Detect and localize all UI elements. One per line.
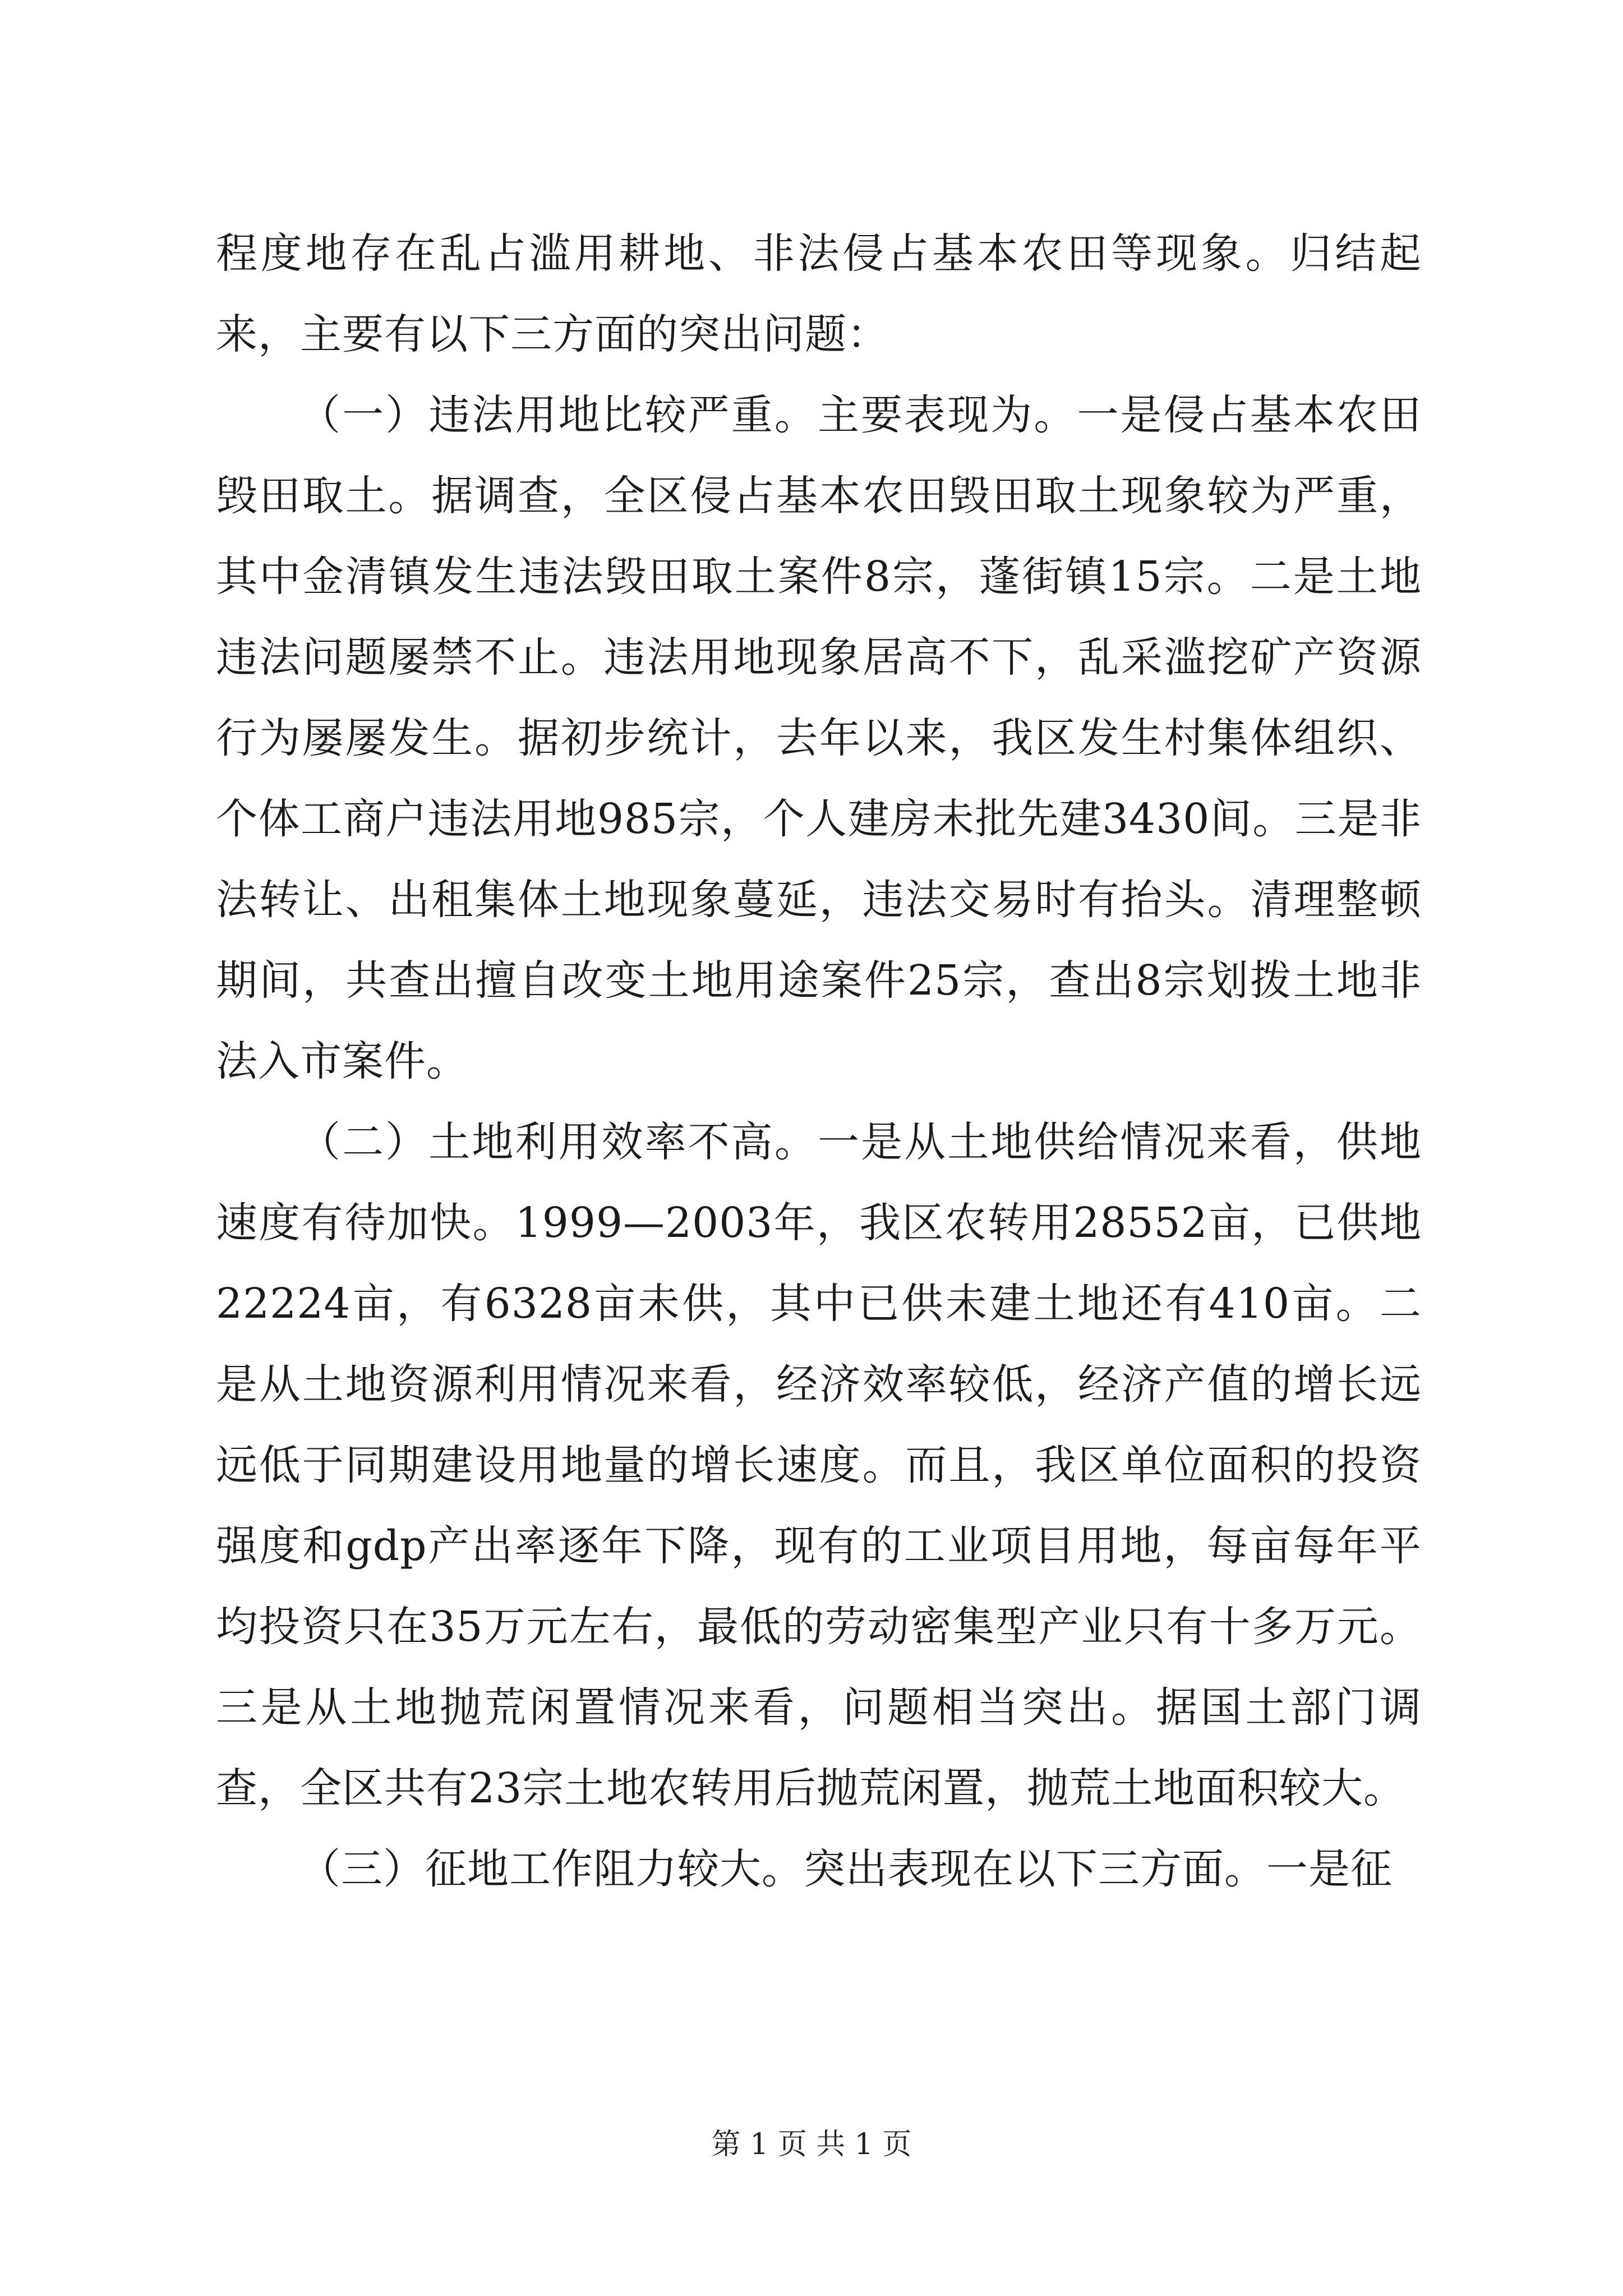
document-body	[216, 213, 1422, 1910]
paragraph-section-2: （二）土地利用效率不高。一是从土地供给情况来看，供地速度有待加快。1999—2003年，我区农转用28552亩，已供地22224亩，有6328亩未供，其中已供未建土地还有410亩。二是从土地资源利用情况来看，经济效率较低，经济产值的增长远远低于同期建设用地量的增长速度。而且，我区单位面积的投资强度和gdp产出率逐年下降，现有的工业项目用地，每亩每年平均投资只在35万元左右，最低的劳动密集型产业只有十多万元。三是从土地抛荒闲置情况来看，问题相当突出。据国土部门调查，全区共有23宗土地农转用后抛荒闲置，抛荒土地面积较大。	[216, 1118, 1422, 1812]
paragraph-section-3: （三）征地工作阻力较大。突出表现在以下三方面。一是征	[299, 1845, 1393, 1893]
paragraph-intro: 程度地存在乱占滥用耕地、非法侵占基本农田等现象。归结起来，主要有以下三方面的突出问题：	[216, 229, 1422, 358]
page-number-footer: 第 1 页 共 1 页	[711, 2128, 912, 2161]
paragraph-section-1: （一）违法用地比较严重。主要表现为。一是侵占基本农田毁田取土。据调查，全区侵占基本农田毁田取土现象较为严重，其中金清镇发生违法毁田取土案件8宗，蓬街镇15宗。二是土地违法问题屡禁不止。违法用地现象居高不下，乱采滥挖矿产资源行为屡屡发生。据初步统计，去年以来，我区发生村集体组织、个体工商户违法用地985宗，个人建房未批先建3430间。三是非法转让、出租集体土地现象蔓延，违法交易时有抬头。清理整顿期间，共查出擅自改变土地用途案件25宗，查出8宗划拨土地非法入市案件。	[216, 391, 1422, 1085]
